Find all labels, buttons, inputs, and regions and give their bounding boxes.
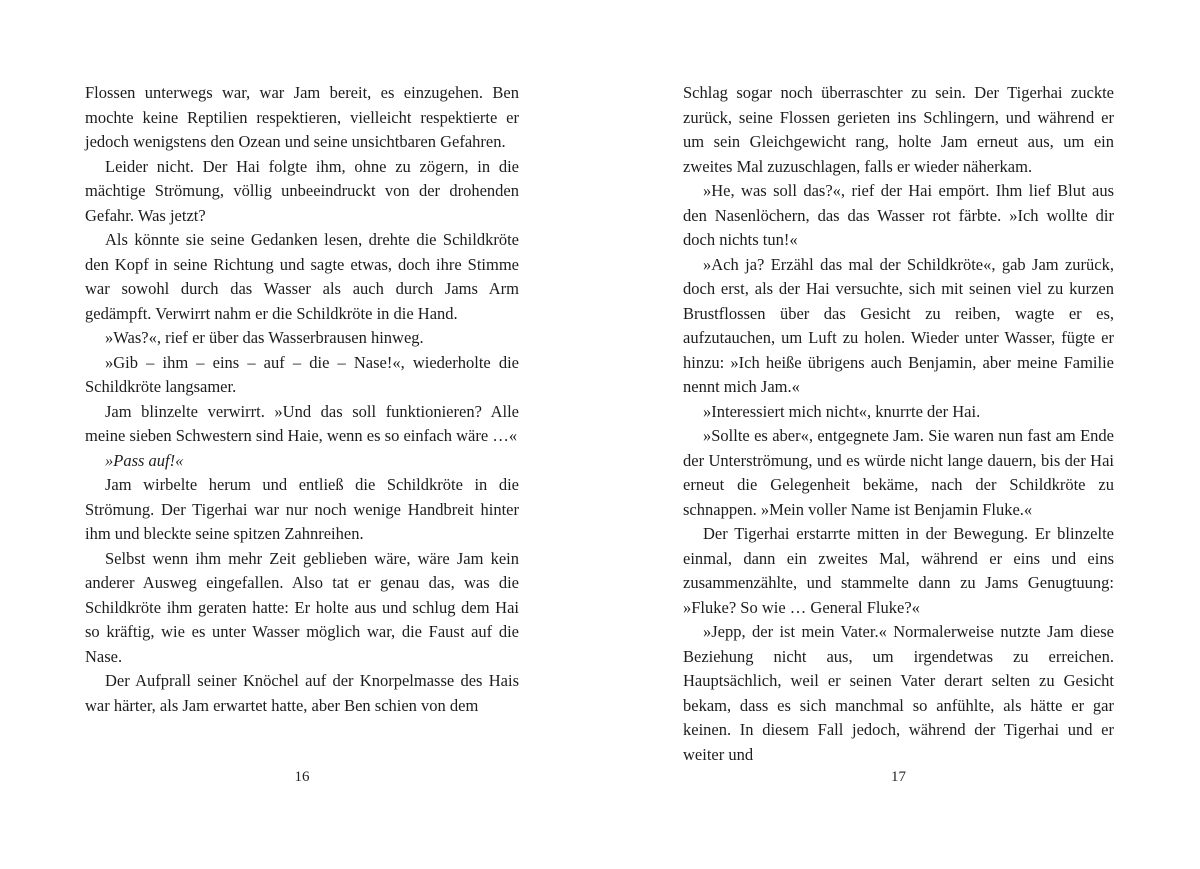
paragraph: »Was?«, rief er über das Wasserbrausen hinweg. [105, 328, 424, 347]
paragraph: »He, was soll das?«, rief der Hai empört. Ihm lief Blut aus den Nasenlöchern, das das Wasser rot färbte. »Ich wollte dir doch nichts tun!« [683, 181, 1114, 249]
paragraph: Flossen unterwegs war, war Jam bereit, es einzugehen. Ben mochte keine Reptilien respektieren, vielleicht respektierte er jedoch wenigstens den Ozean und seine unsichtbaren Gefahren. [85, 83, 519, 151]
paragraph: »Pass auf!« [105, 450, 184, 470]
page-left [85, 0, 519, 869]
paragraph: »Ach ja? Erzähl das mal der Schildkröte«, gab Jam zurück, doch erst, als der Hai versuchte, sich mit seinen viel zu kurzen Brustflossen über das Gesicht zu reiben, wagte er es, aufzutauchen, um Luft zu holen. Wieder unter Wasser, fügte er hinzu: »Ich heiße übrigens auch Benjamin, aber meine Familie nennt mich Jam.« [683, 254, 1114, 396]
paragraph: Der Aufprall seiner Knöchel auf der Knorpelmasse des Hais war härter, als Jam erwartet hatte, aber Ben schien von dem [85, 671, 519, 715]
paragraph: »Interessiert mich nicht«, knurrte der Hai. [703, 401, 981, 421]
paragraph: Als könnte sie seine Gedanken lesen, drehte die Schildkröte den Kopf in seine Richtung und sagte etwas, doch ihre Stimme war sowohl durch das Wasser als auch durch Jams Arm gedämpft. Verwirrt nahm er die Schildkröte in die Hand. [85, 230, 519, 323]
paragraph: Jam blinzelte verwirrt. »Und das soll funktionieren? Alle meine sieben Schwestern sind Haie, wenn es so einfach wäre …« [85, 401, 519, 445]
page-number-right: 17 [891, 769, 906, 785]
paragraph: Jam wirbelte herum und entließ die Schildkröte in die Strömung. Der Tigerhai war nur noch wenige Handbreit hinter ihm und bleckte seine spitzen Zahnreihen. [85, 475, 519, 543]
paragraph: Schlag sogar noch überraschter zu sein. Der Tigerhai zuckte zurück, seine Flossen gerieten ins Schlingern, und während er um sein Gleichgewicht rang, holte Jam erneut aus, um ein zweites Mal zuzuschlagen, falls er wieder näherkam. [683, 83, 1114, 176]
paragraph: »Sollte es aber«, entgegnete Jam. Sie waren nun fast am Ende der Unterströmung, und es würde nicht lange dauern, bis der Hai erneut die Gelegenheit bekäme, nach der Schildkröte zu schnappen. »Mein voller Name ist Benjamin Fluke.« [683, 426, 1114, 519]
paragraph: »Gib – ihm – eins – auf – die – Nase!«, wiederholte die Schildkröte langsamer. [85, 352, 519, 396]
paragraph: »Jepp, der ist mein Vater.« Normalerweise nutzte Jam diese Beziehung nicht aus, um irgendetwas zu erreichen. Hauptsächlich, weil er seinen Vater derart selten zu Gesicht bekam, dass es sich manchmal so anfühlte, als hätte er gar keinen. In diesem Fall jedoch, während der Tigerhai und er weiter und [683, 622, 1114, 764]
paragraph: Leider nicht. Der Hai folgte ihm, ohne zu zögern, in die mächtige Strömung, völlig unbeeindruckt von der drohenden Gefahr. Was jetzt? [85, 156, 519, 225]
paragraph: Der Tigerhai erstarrte mitten in der Bewegung. Er blinzelte einmal, dann ein zweites Mal, während er eins und eins zusammenzählte, und stammelte dann zu Jams Genugtuung: »Fluke? So wie … General Fluke?« [683, 524, 1114, 617]
page-right [683, 0, 1114, 869]
page-number-left: 16 [294, 769, 310, 785]
page-left-text [85, 81, 519, 718]
page-right-text [683, 81, 1114, 767]
paragraph: Selbst wenn ihm mehr Zeit geblieben wäre, wäre Jam kein anderer Ausweg eingefallen. Also tat er genau das, was die Schildkröte ihm geraten hatte: Er holte aus und schlug dem Hai so kräftig, wie es unter Wasser möglich war, die Faust auf die Nase. [85, 548, 519, 666]
